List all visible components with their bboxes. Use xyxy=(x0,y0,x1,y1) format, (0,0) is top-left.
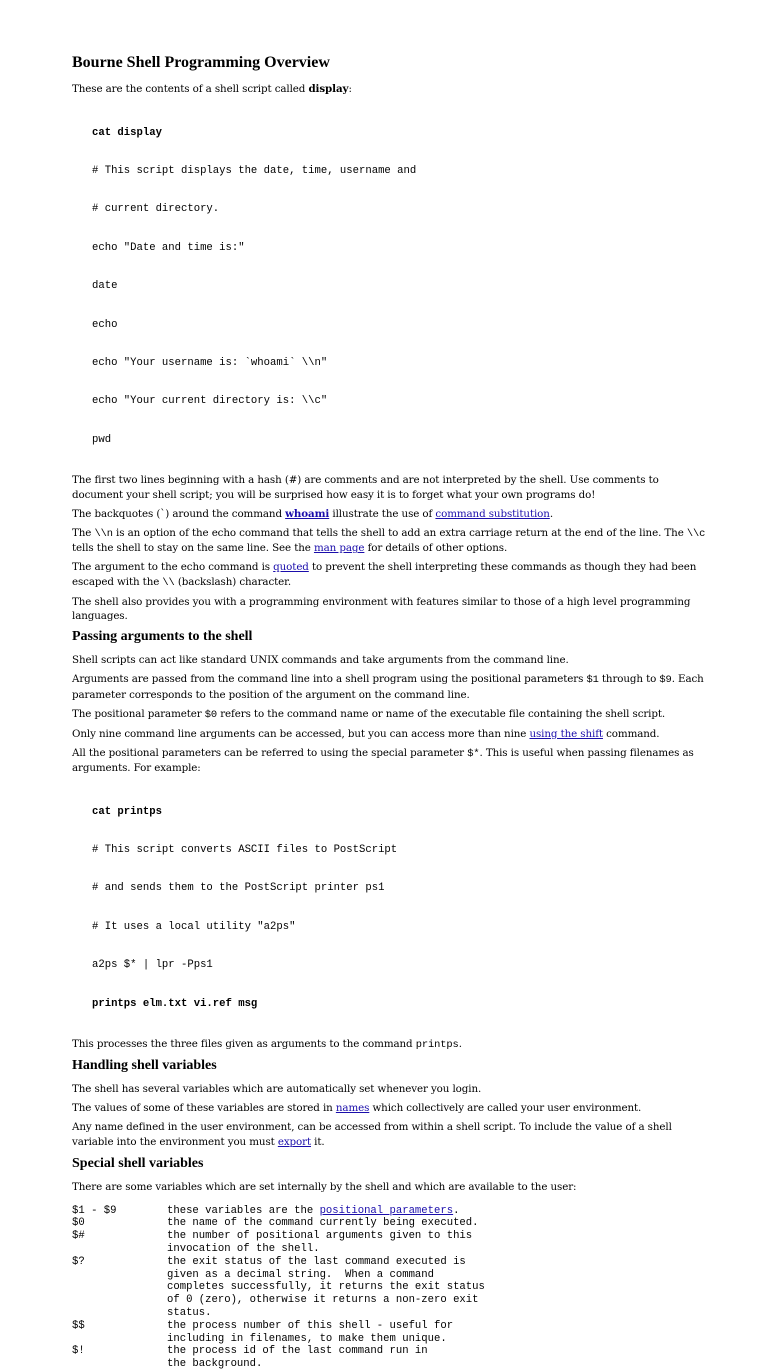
text: . Each parameter corresponds to the position of the argument on the command line. xyxy=(72,673,704,701)
quoted-link[interactable]: quoted xyxy=(273,561,309,574)
text: (backslash) character. xyxy=(174,575,292,588)
text: the name of the command currently being executed. xyxy=(167,1217,479,1230)
comments-paragraph: The first two lines beginning with a hash (#) are comments and are not interpreted by the shell. Use comments to document your shell script; you will be surprised how easy it is to forget what your own programs do! xyxy=(72,474,659,501)
variable-row xyxy=(72,1205,712,1218)
text: This processes the three files given as arguments to the command xyxy=(72,1038,416,1051)
nine-paragraph xyxy=(72,727,712,742)
text: . This is useful when passing filenames as arguments. For example: xyxy=(72,746,694,775)
code-line: echo "Your current directory is: \\c" xyxy=(92,395,328,408)
all-params-paragraph xyxy=(72,746,712,776)
text: illustrate the use of xyxy=(329,507,436,520)
variable-row xyxy=(72,1230,712,1256)
variable-name: $0 xyxy=(72,1217,85,1230)
inline-code: printps xyxy=(415,1039,459,1052)
inline-code: \\ xyxy=(162,576,175,589)
backquotes-paragraph xyxy=(72,507,712,522)
whoami-link[interactable]: whoami xyxy=(285,507,330,520)
text: of 0 (zero), otherwise it returns a non-zero exit xyxy=(167,1294,479,1307)
code-line: echo xyxy=(92,318,118,331)
code-line: cat printps xyxy=(92,805,162,818)
anyname-paragraph xyxy=(72,1120,712,1149)
some-paragraph: There are some variables which are set internally by the shell and which are available to the user: xyxy=(72,1181,577,1194)
code-line: # It uses a local utility "a2ps" xyxy=(92,920,296,933)
inline-code: $9 xyxy=(659,674,672,687)
values-paragraph xyxy=(72,1101,712,1116)
text: for details of other options. xyxy=(364,542,508,555)
document-page xyxy=(72,52,712,1371)
code-line: pwd xyxy=(92,433,112,446)
code-line: cat display xyxy=(92,126,162,139)
text: The positional parameter xyxy=(72,707,205,720)
names-link[interactable]: names xyxy=(335,1102,370,1115)
text: The xyxy=(72,526,95,539)
variable-description xyxy=(167,1217,479,1230)
variable-description xyxy=(167,1320,453,1346)
text: All the positional parameters can be referred to using the special parameter xyxy=(72,746,468,759)
text: . xyxy=(453,1204,460,1217)
code-line: printps elm.txt vi.ref msg xyxy=(92,997,258,1010)
variable-description xyxy=(167,1256,485,1320)
text: these variables are the xyxy=(167,1204,320,1217)
text: refers to the command name or name of the executable file containing the shell script. xyxy=(217,707,666,720)
text: status. xyxy=(167,1306,212,1319)
code-line: # This script displays the date, time, username and xyxy=(92,164,417,177)
section-heading-passing: Passing arguments to the shell xyxy=(72,629,253,645)
intro-paragraph xyxy=(72,82,712,97)
inline-code: $1 xyxy=(586,674,599,687)
inline-code: \\c xyxy=(686,527,706,540)
code-line: echo "Date and time is:" xyxy=(92,241,245,254)
text: The values of some of these variables are stored in xyxy=(72,1102,336,1115)
variable-row xyxy=(72,1256,712,1320)
text: The argument to the echo command is xyxy=(72,561,274,574)
export-link[interactable]: export xyxy=(277,1135,311,1148)
text: which collectively are called your user environment. xyxy=(369,1102,642,1115)
variable-row xyxy=(72,1320,712,1346)
text: the process number of this shell - useful for xyxy=(167,1319,454,1332)
command-substitution-link[interactable]: command substitution xyxy=(435,507,550,520)
code-line: date xyxy=(92,280,118,293)
section-heading-handling: Handling shell variables xyxy=(72,1058,217,1074)
text: the exit status of the last command executed is xyxy=(167,1255,466,1268)
using-the-shift-link[interactable]: using the shift xyxy=(529,727,603,740)
page-title: Bourne Shell Programming Overview xyxy=(72,54,330,71)
code-block-display xyxy=(92,101,712,472)
intro-colon: : xyxy=(348,83,352,95)
special-variables-table xyxy=(72,1205,712,1371)
several-paragraph: The shell has several variables which are automatically set whenever you login. xyxy=(72,1083,482,1096)
text: The backquotes (`) around the command xyxy=(72,507,286,520)
positional-paragraph xyxy=(72,672,712,702)
variable-name: $? xyxy=(72,1255,85,1268)
variable-row xyxy=(72,1345,712,1371)
text: through to xyxy=(598,673,660,686)
code-line: a2ps $* | lpr -Pps1 xyxy=(92,959,213,972)
intro-text: These are the contents of a shell script called xyxy=(72,83,309,95)
text: the process id of the last command run in xyxy=(167,1345,428,1358)
variable-name: $$ xyxy=(72,1319,85,1332)
variable-row xyxy=(72,1217,712,1230)
quoted-paragraph xyxy=(72,560,712,590)
text: tells the shell to stay on the same line. See the xyxy=(72,542,314,555)
inline-code: $0 xyxy=(204,708,218,721)
text: including in filenames, to make them unique. xyxy=(167,1332,447,1345)
text: Only nine command line arguments can be accessed, but you can access more than nine xyxy=(72,727,530,740)
text: to prevent the shell interpreting these commands as though they had been escaped with the xyxy=(72,561,697,588)
code-line: # and sends them to the PostScript printer ps1 xyxy=(92,882,385,895)
code-line: # current directory. xyxy=(92,203,220,216)
inline-code: \\n xyxy=(94,527,113,540)
text: completes successfully, it returns the exit status xyxy=(167,1281,485,1294)
echo-options-paragraph xyxy=(72,526,712,556)
section-heading-special: Special shell variables xyxy=(72,1156,204,1172)
text: command. xyxy=(602,727,660,740)
text: Any name defined in the user environment, can be accessed from within a shell script. To include the value of a shell variable into the environment you must xyxy=(72,1121,672,1148)
scripts-paragraph: Shell scripts can act like standard UNIX commands and take arguments from the command line. xyxy=(72,654,569,667)
variable-name: $# xyxy=(72,1230,85,1243)
text: it. xyxy=(311,1135,325,1148)
text: . xyxy=(549,507,553,520)
zero-paragraph xyxy=(72,707,712,723)
text: the number of positional arguments given to this xyxy=(167,1230,473,1243)
code-line: echo "Your username is: `whoami` \\n" xyxy=(92,356,328,369)
text: given as a decimal string. When a command xyxy=(167,1268,435,1281)
script-name: display xyxy=(308,83,349,95)
positional-parameters-link[interactable]: positional parameters xyxy=(319,1204,454,1217)
variable-description xyxy=(167,1345,428,1371)
text: invocation of the shell. xyxy=(167,1242,320,1255)
variable-description xyxy=(167,1205,459,1218)
text: Arguments are passed from the command line into a shell program using the positional parameters xyxy=(72,673,587,686)
text: . xyxy=(458,1038,462,1051)
code-line: # This script converts ASCII files to PostScript xyxy=(92,844,398,857)
text: the background. xyxy=(167,1358,263,1371)
variable-description xyxy=(167,1230,472,1256)
processes-paragraph xyxy=(72,1037,712,1053)
inline-code: $* xyxy=(467,747,480,760)
code-block-printps xyxy=(92,780,712,1036)
environment-paragraph: The shell also provides you with a programming environment with features similar to those of a high level programming languages. xyxy=(72,595,691,623)
variable-name: $1 - $9 xyxy=(72,1204,117,1217)
text: is an option of the echo command that tells the shell to add an extra carriage return at the end of the line. The xyxy=(112,526,687,539)
variable-name: $! xyxy=(72,1345,85,1358)
man-page-link[interactable]: man page xyxy=(313,542,365,555)
